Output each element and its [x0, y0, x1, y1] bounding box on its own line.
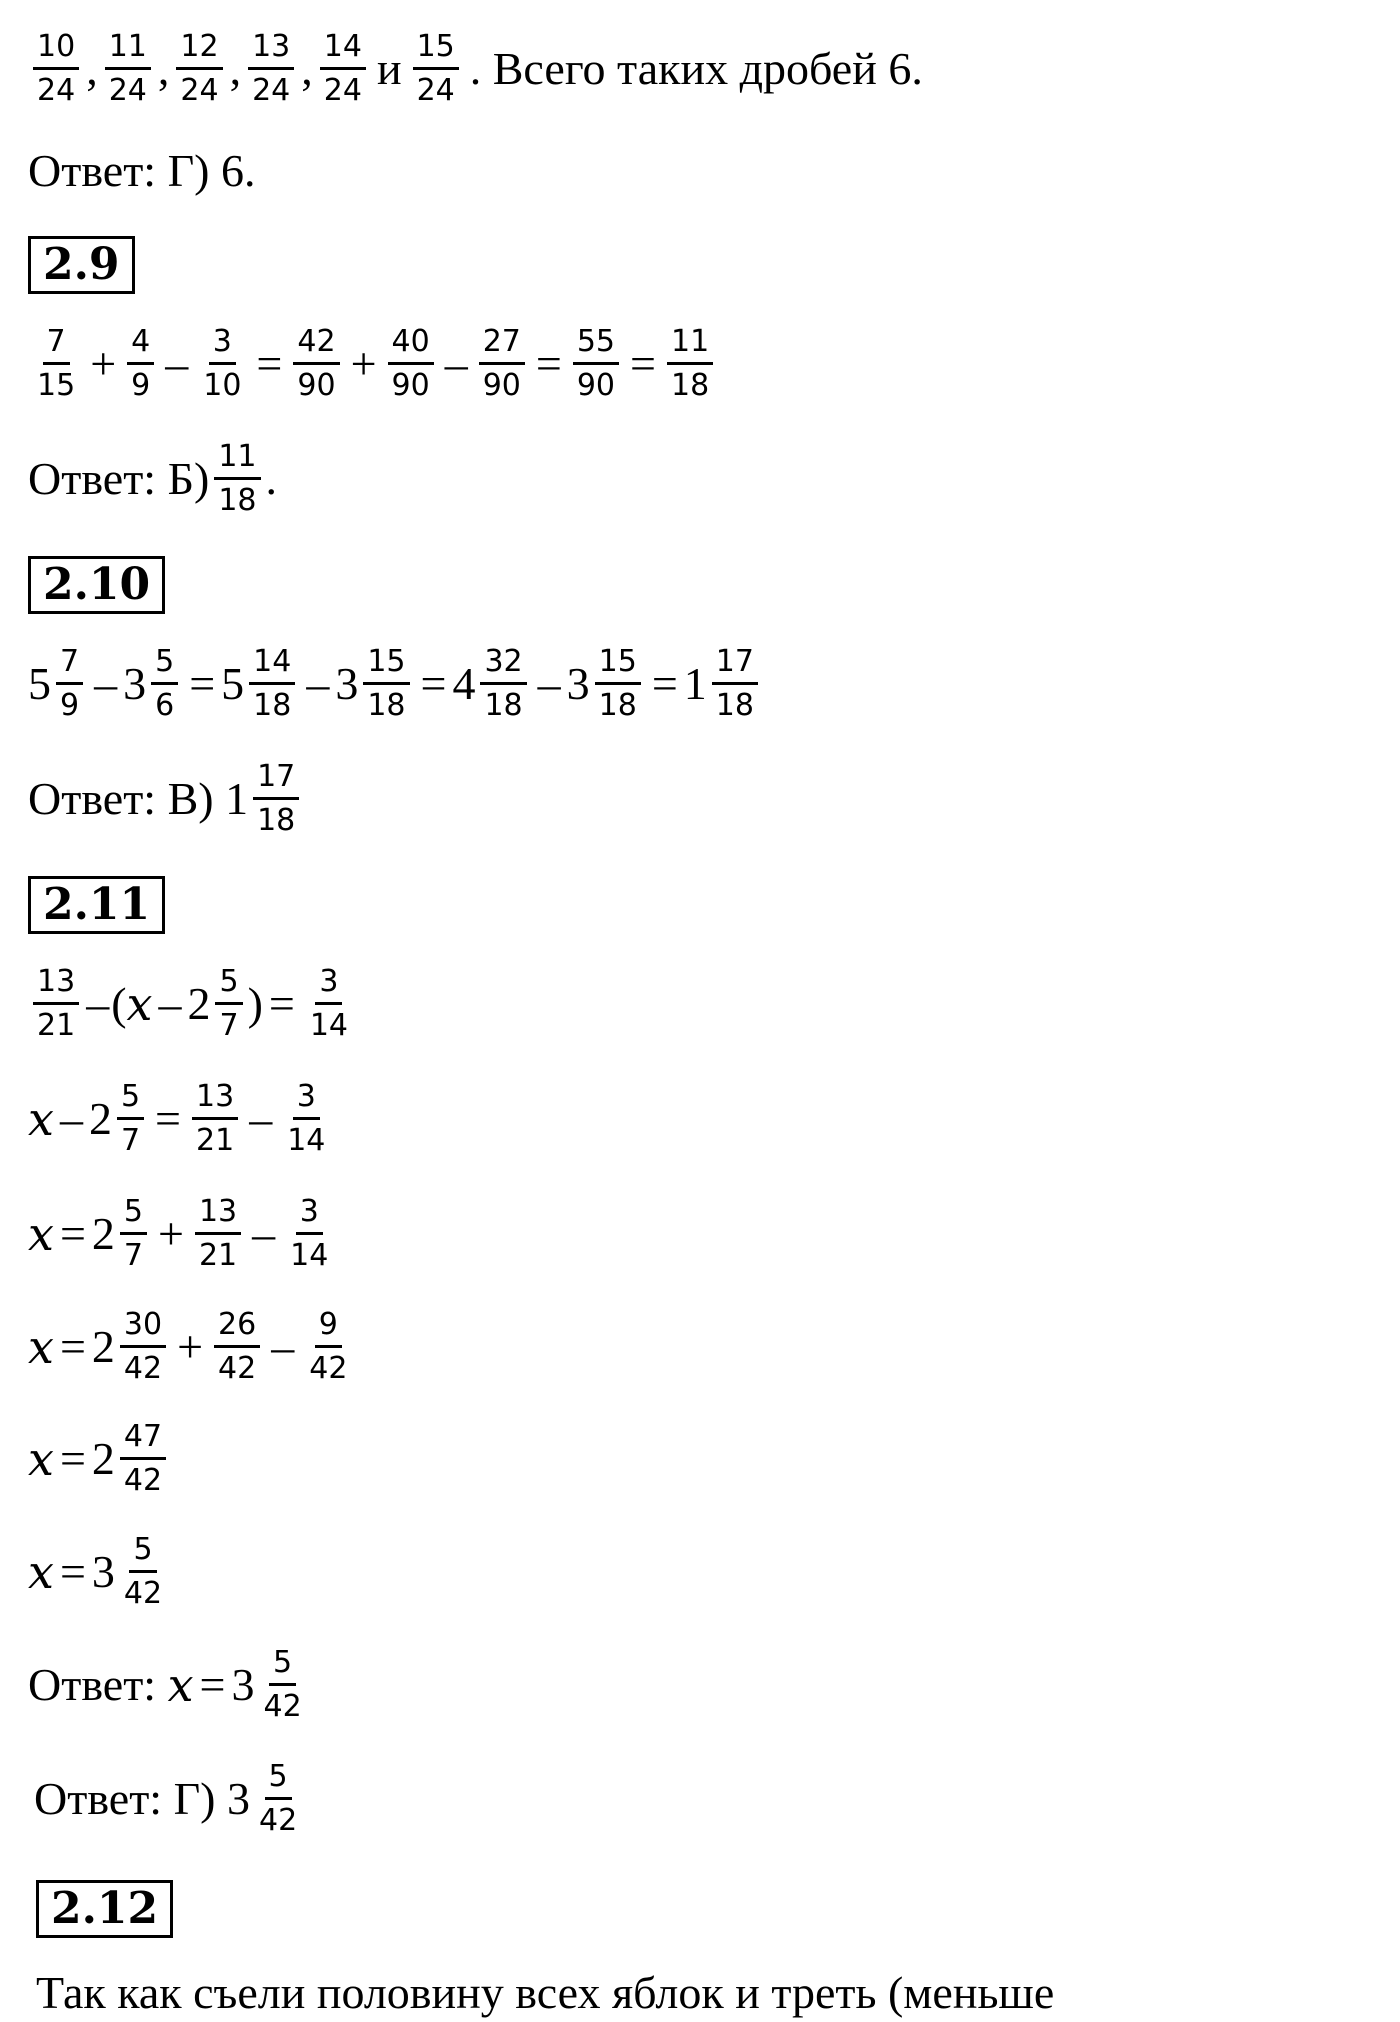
answer-line-2-9: Ответ: Б) $\frac{11}{18}$ . [28, 439, 277, 518]
answer-prefix: Ответ: [28, 145, 157, 196]
fraction: $\frac{17}{18}$ [712, 645, 758, 722]
fraction: $\frac{42}{90}$ [293, 325, 339, 402]
answer-line-2-11-b: Ответ: Г) 3 $\frac{5}{42}$ [34, 1760, 306, 1837]
fraction: $\frac{15}{18}$ [595, 645, 641, 722]
fraction: $\frac{15}{18}$ [363, 645, 409, 722]
fraction: $\frac{12}{24}$ [176, 30, 222, 107]
answer-line-2-11-a: Ответ: x = 3 $\frac{5}{42}$ [28, 1646, 311, 1723]
answer-value: Г) 6. [167, 145, 256, 196]
equation-2-11-step1: $\frac{13}{21}$ – ( x – 2 $\frac{5}{7}$ ) = $\frac{3}{14}$ [28, 965, 357, 1042]
fraction: $\frac{11}{24}$ [105, 30, 151, 107]
answer-line [28, 145, 256, 196]
fractions-list-line [28, 30, 923, 107]
equation-2-11-step6: x = 3 $\frac{5}{42}$ [28, 1533, 171, 1610]
fraction: $\frac{13}{21}$ [195, 1195, 241, 1272]
comma: , [229, 42, 242, 94]
equation-2-11-step5: x = 2 $\frac{47}{42}$ [28, 1420, 171, 1497]
equation-2-9: $\frac{7}{15}$ + $\frac{4}{9}$ – $\frac{3}{10}$ = $\frac{42}{90}$ + $\frac{40}{90}$ – $\frac{27}{90}$ = $\frac{55}{90}$ = $\frac{11}{18}$ [28, 325, 718, 402]
fraction: $\frac{13}{21}$ [33, 965, 79, 1042]
fraction: $\frac{55}{90}$ [573, 325, 619, 402]
problem-2-12-text: Так как съели половину всех яблок и треть (меньше [36, 1967, 1055, 2018]
fraction: $\frac{26}{42}$ [214, 1308, 260, 1385]
fraction: $\frac{9}{42}$ [309, 1307, 348, 1386]
fraction: $\frac{40}{90}$ [388, 325, 434, 402]
fraction: $\frac{13}{21}$ [192, 1080, 238, 1157]
fraction: $\frac{4}{9}$ [127, 325, 154, 402]
fraction: $\frac{30}{42}$ [120, 1308, 166, 1385]
equation-2-11-step3: x = 2 $\frac{5}{7}$ + $\frac{13}{21}$ – $\frac{3}{14}$ [28, 1195, 337, 1272]
equation-2-11-step2: x – 2 $\frac{5}{7}$ = $\frac{13}{21}$ – $\frac{3}{14}$ [28, 1080, 334, 1157]
comma: , [86, 42, 98, 94]
comma: , [157, 42, 170, 94]
fraction: $\frac{14}{18}$ [249, 645, 295, 722]
problem-label-2-12: 2.12 [36, 1880, 173, 1938]
fraction: $\frac{32}{18}$ [480, 645, 526, 722]
fraction: $\frac{27}{90}$ [479, 325, 525, 402]
fraction: $\frac{5}{42}$ [259, 1759, 298, 1838]
equation-2-10: 5 $\frac{7}{9}$ – 3 $\frac{5}{6}$ = 5 $\frac{14}{18}$ – 3 $\frac{15}{18}$ = 4 $\frac{32}{18}$ – 3 $\frac{15}{18}$ = 1 $\frac{17}{18}$ [28, 645, 763, 722]
fraction: $\frac{47}{42}$ [120, 1420, 166, 1497]
fraction: $\frac{11}{18}$ [214, 440, 260, 517]
problem-label-2-9: 2.9 [28, 236, 135, 294]
fraction: $\frac{11}{18}$ [667, 325, 713, 402]
answer-line-2-10: Ответ: В) 1 $\frac{17}{18}$ [28, 760, 304, 837]
fraction: $\frac{5}{7}$ [120, 1195, 147, 1272]
fraction: $\frac{13}{24}$ [248, 30, 294, 107]
fraction: $\frac{5}{6}$ [151, 645, 178, 722]
fraction: $\frac{3}{14}$ [287, 1079, 326, 1158]
count-sentence: . Всего таких дробей 6. [469, 42, 923, 94]
fraction: $\frac{3}{14}$ [290, 1194, 329, 1273]
fraction: $\frac{10}{24}$ [33, 30, 79, 107]
fraction: $\frac{3}{14}$ [309, 964, 349, 1043]
fraction: $\frac{5}{42}$ [123, 1532, 163, 1611]
equation-2-11-step4: x = 2 $\frac{30}{42}$ + $\frac{26}{42}$ – $\frac{9}{42}$ [28, 1308, 356, 1385]
fraction: $\frac{5}{7}$ [117, 1080, 144, 1157]
problem-label-2-10: 2.10 [28, 556, 165, 614]
fraction: $\frac{17}{18}$ [253, 760, 299, 837]
fraction: $\frac{15}{24}$ [413, 30, 459, 107]
and-word: и [376, 42, 402, 94]
fraction: $\frac{5}{7}$ [215, 965, 242, 1042]
fraction: $\frac{14}{24}$ [320, 30, 366, 107]
problem-label-2-11: 2.11 [28, 876, 165, 934]
comma: , [301, 42, 313, 94]
fraction: $\frac{7}{9}$ [56, 645, 83, 722]
fraction: $\frac{7}{15}$ [37, 324, 76, 403]
fraction: $\frac{3}{10}$ [203, 324, 242, 403]
fraction: $\frac{5}{42}$ [263, 1645, 302, 1724]
